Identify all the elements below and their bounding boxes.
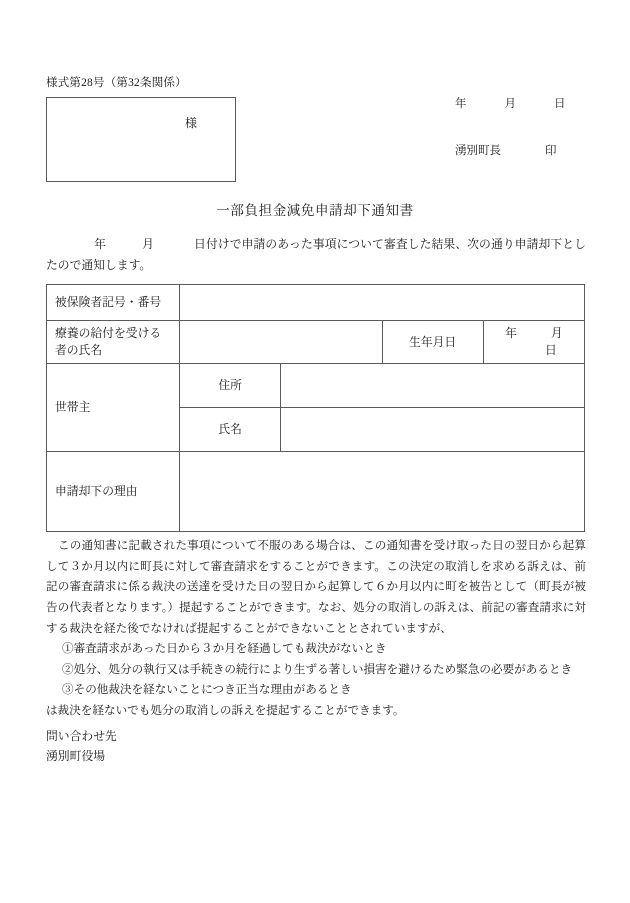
issuer-seal-label: 印 [545,145,557,157]
row-label-householder-address: 住所 [180,364,281,408]
row-label-insured-number: 被保険者記号・番号 [47,285,180,321]
row-value-rejection-reason[interactable] [180,452,585,532]
legal-closing: は裁決を経ないでも処分の取消しの訴えを提起することができます。 [46,704,405,717]
addressee-box [46,97,236,182]
legal-paragraph: この通知書に記載された事項について不服のある場合は、この通知書を受け取った日の翌日から起算して３か月以内に町長に対して審査請求をすることができます。この決定の取消しを求める訴えは、前記の審査請求に係る裁決の送達を受けた日の翌日から起算して６か月以内に町を被告として（町長が被告の代表者となります。）提起することができます。なお、処分の取消しの訴えは、前記の審査請求に対する裁決を経た後でなければ提起することができないこととされていますが、 [46,539,586,635]
addressee-honorific: 様 [185,116,198,130]
dob-year-label: 年 [505,326,517,340]
dob-day-label: 日 [544,343,557,358]
row-label-rejection-reason: 申請却下の理由 [47,452,180,532]
row-label-householder: 世帯主 [47,364,180,452]
page-title: 一部負担金減免申請却下通知書 [216,203,414,218]
intro-year-label: 年 [94,237,106,251]
legal-item-2: ②処分、処分の執行又は手続きの続行により生ずる著しい損害を避けるため緊急の必要があるとき [62,662,573,676]
intro-text: 日付けで申請のあった事項について審査した結果、次の通り申請却下としたので通知します。 [46,237,586,272]
contact-name: 湧別町役場 [46,749,105,764]
contact-label: 問い合わせ先 [46,729,117,743]
table-row [47,321,585,364]
row-value-insured-number[interactable] [180,285,585,321]
date-month-label: 月 [504,98,516,110]
dob-month-label: 月 [550,326,563,340]
row-value-householder-address[interactable] [281,364,585,408]
table-row [47,285,585,321]
legal-notice-section [46,536,586,722]
row-value-date-of-birth[interactable] [483,321,584,364]
applicant-information-table [46,284,585,532]
table-row [47,452,585,532]
intro-paragraph [46,234,586,275]
intro-month-label: 月 [141,237,154,251]
issuer-line [455,142,557,158]
row-value-householder-name[interactable] [281,408,585,452]
legal-item-3: ③その他裁決を経ないことにつき正当な理由があるとき [62,683,352,697]
issuer-name: 湧別町長 [455,145,501,157]
row-label-householder-name: 氏名 [180,408,281,452]
row-label-date-of-birth: 生年月日 [382,321,483,364]
document-date-line [455,95,566,111]
date-day-label: 日 [554,98,566,110]
row-label-recipient-name: 療養の給付を受ける者の氏名 [47,321,180,364]
table-row [47,364,585,408]
form-number: 様式第28号（第32条関係） [46,77,187,89]
date-year-label: 年 [455,98,467,110]
row-value-recipient-name[interactable] [180,321,383,364]
contact-footer [46,726,117,767]
legal-item-1: ①審査請求があった日から３か月を経過しても裁決がないとき [62,642,387,656]
